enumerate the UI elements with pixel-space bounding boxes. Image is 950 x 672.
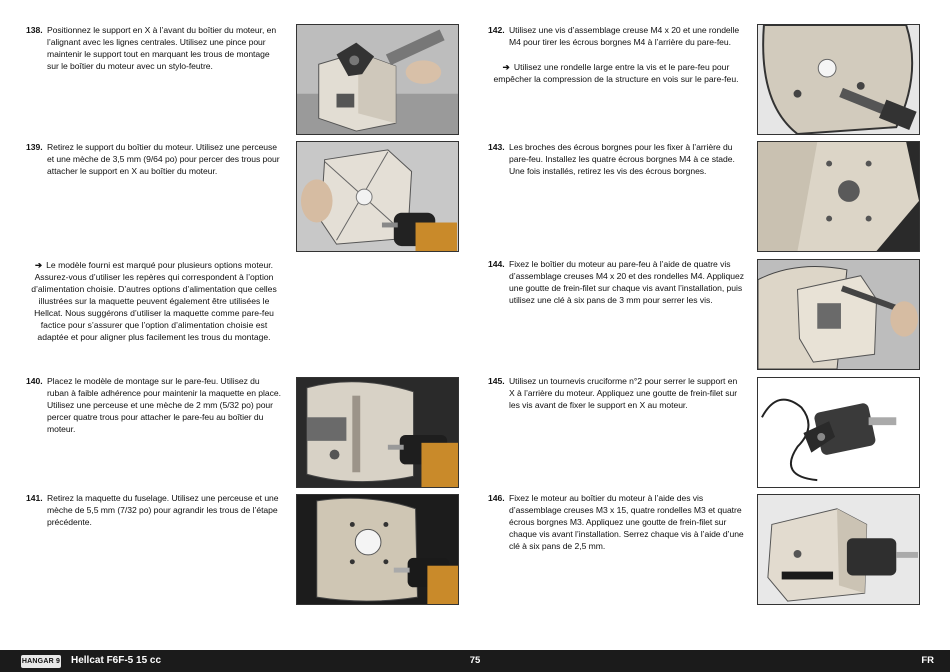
step-text: Retirez la maquette du fuselage. Utilisez une perceuse et une mèche de 5,5 mm (7/32 po) pour agrandir les trous de l’étape précédente. [47, 493, 279, 527]
photo-step-146 [757, 494, 920, 605]
step-number: 144. [488, 259, 505, 269]
hangar9-logo: HANGAR 9 [21, 655, 61, 668]
step-text: Positionnez le support en X à l’avant du boîtier du moteur, en l’alignant avec les lignes centrales. Utilisez une pince pour maintenir le support tout en marquant les trous de montage sur le boîtier du moteur avec un stylo-feutre. [47, 25, 277, 71]
step-number: 138. [26, 25, 43, 35]
step-text: Placez le modèle de montage sur le pare-feu. Utilisez du ruban à faible adhérence pour maintenir la maquette en place. Utilisez une perceuse et une mèche de 2 mm (5/32 po) pour percer quatre trous pour attacher le pare-feu au boîtier du moteur. [47, 376, 281, 434]
step-text: Les broches des écrous borgnes pour les fixer à l’arrière du pare-feu. Installez les quatre écrous borgnes M4 à ce stade. Une fois installés, retirez les vis des écrous borgnes. [509, 142, 735, 176]
step-number: 139. [26, 142, 43, 152]
step-text: Utilisez un tournevis cruciforme n°2 pour serrer le support en X à l’arrière du moteur. Appliquez une goutte de frein-filet sur les vis avant de fixer le support en X au moteur. [509, 376, 738, 410]
note-text: Utilisez une rondelle large entre la vis et le pare-feu pour empêcher la compression de la structure en vois sur le pare-feu. [493, 62, 739, 84]
step-number: 142. [488, 25, 505, 35]
photo-step-141 [296, 494, 459, 605]
photo-step-144 [757, 259, 920, 370]
photo-step-140 [296, 377, 459, 488]
photo-step-143 [757, 141, 920, 252]
note-template [26, 259, 282, 343]
note-washer [488, 61, 744, 85]
step-number: 145. [488, 376, 505, 386]
photo-step-145 [757, 377, 920, 488]
page-footer [0, 650, 950, 672]
step-text: Fixez le boîtier du moteur au pare-feu à l’aide de quatre vis d’assemblage creuses M4 x 20 et des rondelles M4. Appliquez une goutte de frein-filet sur chaque vis avant l’installation, puis utilisez une clé à six pans de 3 mm pour serrer les vis. [509, 259, 744, 305]
step-text: Retirez le support du boîtier du moteur. Utilisez une perceuse et une mèche de 3,5 mm (9/64 po) pour percer des trous pour attacher le support en X au boîtier du moteur. [47, 142, 280, 176]
language-code: FR [921, 655, 934, 666]
manual-title: Hellcat F6F-5 15 cc [71, 655, 162, 666]
step-number: 146. [488, 493, 505, 503]
arrow-right-icon: ➔ [34, 260, 43, 270]
step-text: Utilisez une vis d’assemblage creuse M4 x 20 et une rondelle M4 pour tirer les écrous borgnes M4 à l’arrière du pare-feu. [509, 25, 740, 47]
page-number: 75 [469, 655, 481, 666]
photo-step-138 [296, 24, 459, 135]
photo-step-142 [757, 24, 920, 135]
step-text: Fixez le moteur au boîtier du moteur à l’aide des vis d’assemblage creuses M3 x 15, quatre rondelles M3 et quatre écrous borgnes M3. Appliquez une goutte de frein-filet sur chaque vis avant l’installation. Serrez chaque vis à l’aide d’une clé à six pans de 2,5 mm. [509, 493, 744, 551]
step-number: 143. [488, 142, 505, 152]
arrow-right-icon: ➔ [502, 62, 510, 72]
note-text: Le modèle fourni est marqué pour plusieurs options moteur. Assurez-vous d’utiliser les repères qui correspondent à l’option d’alimentation choisie. D’autres options d’alimentation que celles illustrées sur la maquette peuvent également être utilisées le Hellcat. Nous suggérons d’utiliser la maquette comme pare-feu factice pour s’assurer que l’option d’alimentation choisie est adaptée et pour aligner plus facilement les trous du montage. [31, 260, 277, 342]
photo-step-139 [296, 141, 459, 252]
step-number: 140. [26, 376, 43, 386]
step-number: 141. [26, 493, 43, 503]
